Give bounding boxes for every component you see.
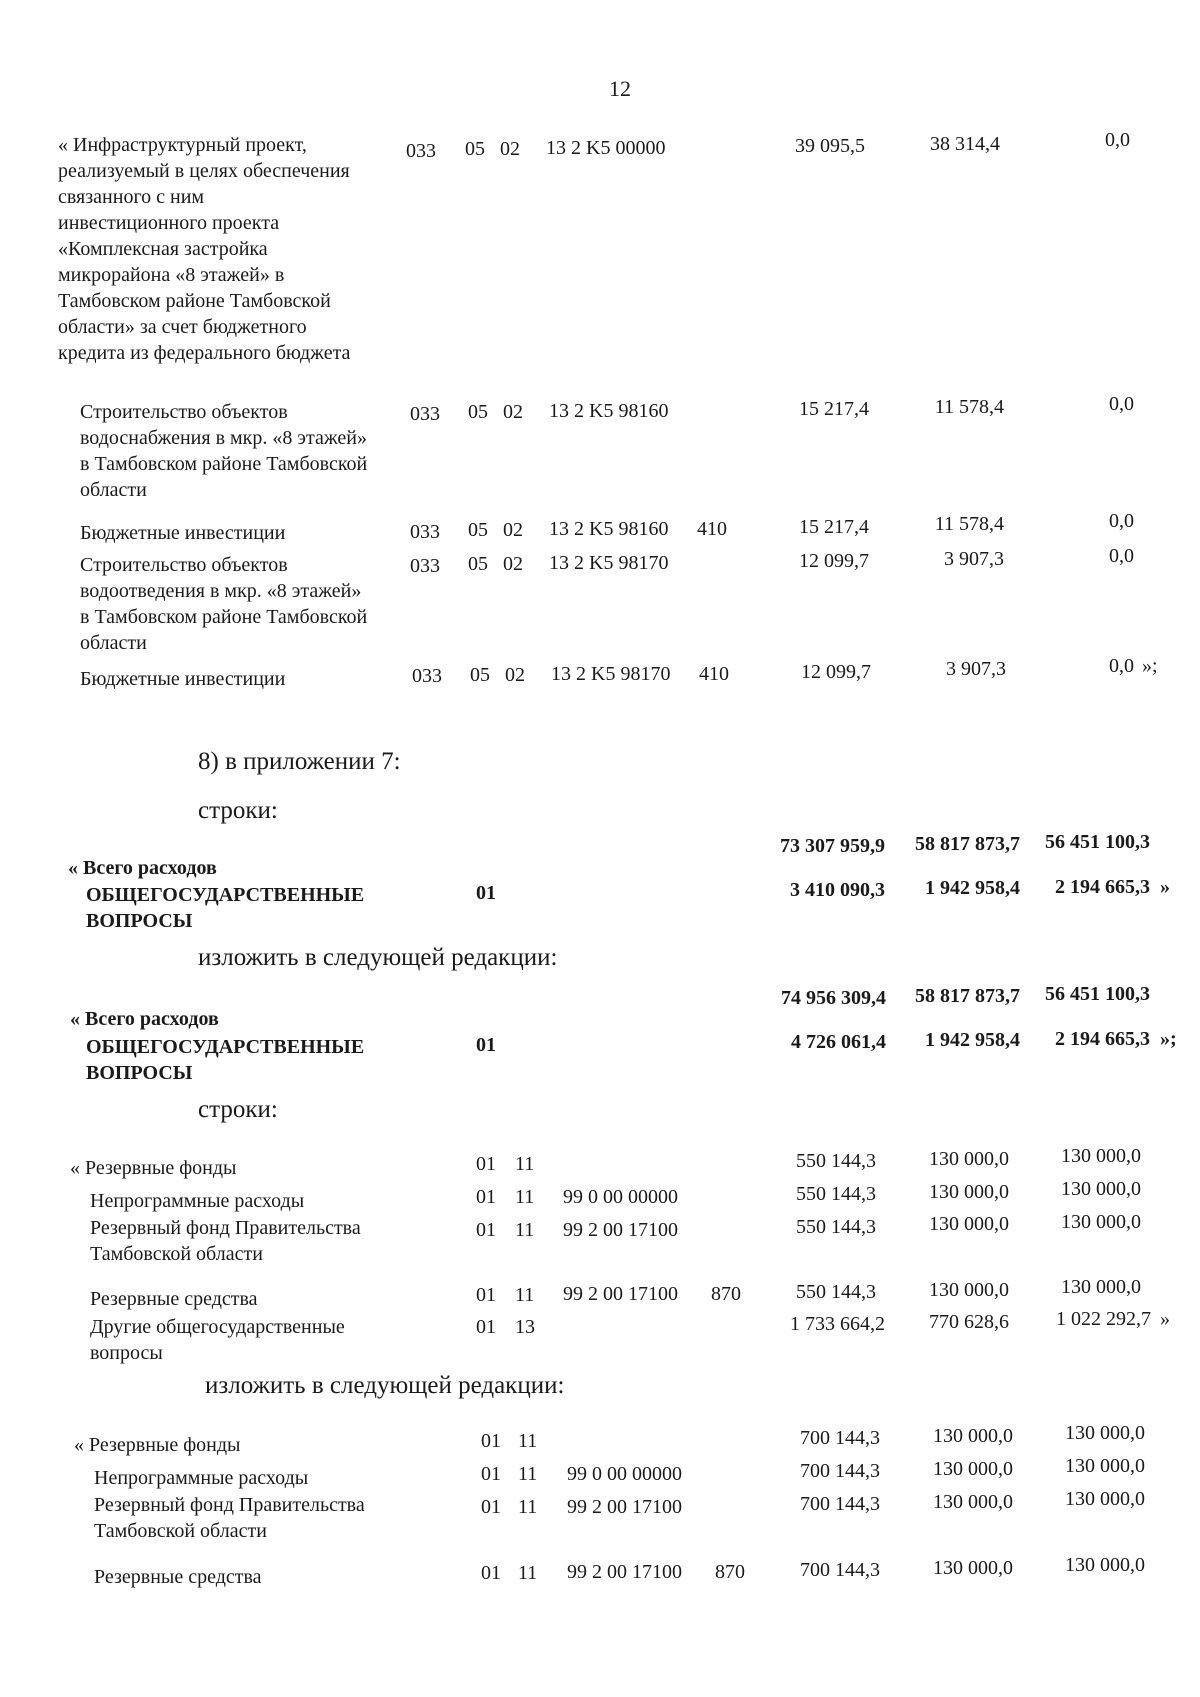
rz-code: 01 (476, 1219, 496, 1241)
grbs-code: 033 (410, 403, 440, 425)
value-3: 1 022 292,7 (1056, 1308, 1151, 1330)
value-1: 550 144,3 (796, 1216, 876, 1238)
table-row (0, 1211, 1200, 1265)
row-label: Резервные средства (94, 1566, 262, 1588)
value-3: 130 000,0 (1065, 1422, 1145, 1444)
value-1: 39 095,5 (795, 135, 865, 157)
replace-label: изложить в следующей редакции: (198, 944, 558, 971)
total-value-3: 56 451 100,3 (1045, 983, 1150, 1005)
csr-code: 13 2 K5 98160 (549, 400, 669, 422)
row-label: Резервные средства (90, 1288, 258, 1310)
value-2: 770 628,6 (929, 1311, 1009, 1333)
table-row (0, 1488, 1200, 1542)
pr-code: 11 (515, 1284, 535, 1306)
pr-code: 11 (518, 1430, 538, 1452)
value-3: 2 194 665,3 (1055, 876, 1150, 898)
value-2: 38 314,4 (930, 133, 1000, 155)
row-label: Резервный фонд Правительства Тамбовской области (94, 1494, 365, 1542)
table-row (0, 510, 1200, 544)
pr-code: 11 (515, 1219, 535, 1241)
value-2: 130 000,0 (929, 1279, 1009, 1301)
value-1: 3 410 090,3 (790, 879, 885, 901)
value-1: 4 726 061,4 (791, 1031, 886, 1053)
rz-code: 01 (481, 1496, 501, 1518)
total-value-1: 74 956 309,4 (781, 987, 886, 1009)
rz-code: 05 (468, 519, 488, 541)
value-1: 700 144,3 (800, 1427, 880, 1449)
table-row (0, 876, 1200, 932)
table-row (0, 1276, 1200, 1310)
row-label: ОБЩЕГОСУДАРСТВЕННЫЕ ВОПРОСЫ (86, 884, 365, 932)
table-row (0, 1308, 1200, 1364)
value-3: 0,0 (1109, 545, 1134, 567)
value-2: 3 907,3 (946, 658, 1006, 680)
table-row (0, 1145, 1200, 1179)
csr-code: 13 2 K5 98170 (551, 663, 671, 685)
rz-code: 05 (468, 401, 488, 423)
row-label: Непрограммные расходы (94, 1467, 309, 1489)
csr-code: 99 2 00 17100 (563, 1283, 678, 1305)
value-3: 0,0 (1109, 510, 1134, 532)
value-2: 130 000,0 (929, 1148, 1009, 1170)
value-2: 130 000,0 (933, 1557, 1013, 1579)
table-row (0, 655, 1200, 690)
value-2: 1 942 958,4 (925, 1029, 1020, 1051)
value-3: 0,0 (1109, 655, 1134, 677)
value-3: 130 000,0 (1065, 1554, 1145, 1576)
pr-code: 11 (518, 1463, 538, 1485)
grbs-code: 033 (410, 555, 440, 577)
table-row (0, 545, 1200, 654)
total-value-3: 56 451 100,3 (1045, 831, 1150, 853)
value-1: 15 217,4 (799, 516, 869, 538)
value-2: 1 942 958,4 (925, 877, 1020, 899)
value-1: 1 733 664,2 (790, 1313, 885, 1335)
table-row (0, 1554, 1200, 1588)
rz-code: 01 (476, 1153, 496, 1175)
pr-code: 13 (515, 1316, 535, 1338)
row-label: « Резервные фонды (70, 1157, 237, 1179)
grbs-code: 033 (410, 521, 440, 543)
closing-quote: »; (1142, 655, 1158, 677)
table-row (0, 1178, 1200, 1212)
lines-label: строки: (198, 797, 278, 824)
rz-code: 01 (481, 1562, 501, 1584)
value-2: 130 000,0 (933, 1425, 1013, 1447)
csr-code: 99 2 00 17100 (567, 1496, 682, 1518)
value-1: 550 144,3 (796, 1183, 876, 1205)
row-label: Строительство объектов водоснабжения в мкр. «8 этажей» в Тамбовском районе Тамбовской области (80, 401, 368, 501)
table-row (0, 831, 1200, 879)
rz-code: 01 (481, 1430, 501, 1452)
value-3: 130 000,0 (1065, 1488, 1145, 1510)
total-value-2: 58 817 873,7 (915, 833, 1020, 855)
value-1: 700 144,3 (800, 1460, 880, 1482)
row-label: Резервный фонд Правительства Тамбовской области (90, 1217, 361, 1265)
pr-code: 11 (515, 1186, 535, 1208)
vr-code: 410 (699, 663, 729, 685)
value-2: 130 000,0 (929, 1213, 1009, 1235)
row-label: « Резервные фонды (74, 1434, 241, 1456)
rz-code: 01 (476, 1034, 496, 1056)
pr-code: 11 (518, 1496, 538, 1518)
value-2: 3 907,3 (944, 548, 1004, 570)
page-number: 12 (609, 76, 631, 101)
total-value-1: 73 307 959,9 (780, 835, 885, 857)
row-label: Бюджетные инвестиции (80, 522, 286, 544)
grbs-code: 033 (412, 665, 442, 687)
csr-code: 99 2 00 17100 (563, 1219, 678, 1241)
rz-code: 01 (476, 1284, 496, 1306)
value-3: 130 000,0 (1061, 1276, 1141, 1298)
total-label: « Всего расходов (68, 857, 217, 879)
csr-code: 99 2 00 17100 (567, 1561, 682, 1583)
replace-label: изложить в следующей редакции: (205, 1372, 565, 1399)
value-3: 130 000,0 (1061, 1178, 1141, 1200)
value-1: 700 144,3 (800, 1493, 880, 1515)
table-row (0, 1455, 1200, 1489)
value-1: 550 144,3 (796, 1150, 876, 1172)
row-label: Строительство объектов водоотведения в мкр. «8 этажей» в Тамбовском районе Тамбовской области (80, 554, 368, 654)
table-row (0, 1028, 1200, 1084)
table-row (0, 1422, 1200, 1456)
value-1: 700 144,3 (800, 1559, 880, 1581)
csr-code: 13 2 K5 98160 (549, 518, 669, 540)
rz-code: 05 (470, 664, 490, 686)
row-label: « Инфраструктурный проект, реализуемый в целях обеспечения связанного с ним инвестиционного проекта «Комплексная застройка микрорайона «8 этажей» в Тамбовском районе Тамбовской области» за счет бюджетного кредита из федерального бюджета (58, 134, 351, 364)
row-label: ОБЩЕГОСУДАРСТВЕННЫЕ ВОПРОСЫ (86, 1036, 365, 1084)
value-1: 12 099,7 (801, 661, 871, 683)
total-label: « Всего расходов (70, 1008, 219, 1030)
pr-code: 02 (503, 401, 523, 423)
value-3: 2 194 665,3 (1055, 1028, 1150, 1050)
pr-code: 11 (518, 1562, 538, 1584)
closing-quote: »; (1160, 1028, 1177, 1050)
pr-code: 02 (500, 138, 520, 160)
value-3: 130 000,0 (1061, 1145, 1141, 1167)
section-heading: 8) в приложении 7: (198, 748, 401, 775)
value-1: 550 144,3 (796, 1281, 876, 1303)
value-1: 12 099,7 (799, 550, 869, 572)
table-row (0, 983, 1200, 1030)
value-2: 130 000,0 (929, 1181, 1009, 1203)
total-value-2: 58 817 873,7 (915, 985, 1020, 1007)
value-2: 130 000,0 (933, 1458, 1013, 1480)
value-2: 130 000,0 (933, 1491, 1013, 1513)
csr-code: 99 0 00 00000 (563, 1186, 678, 1208)
row-label: Другие общегосударственные вопросы (90, 1316, 345, 1364)
csr-code: 13 2 K5 00000 (546, 137, 666, 159)
rz-code: 01 (476, 1186, 496, 1208)
pr-code: 02 (503, 519, 523, 541)
csr-code: 99 0 00 00000 (567, 1463, 682, 1485)
lines-label: строки: (198, 1096, 278, 1123)
value-3: 0,0 (1109, 393, 1134, 415)
vr-code: 870 (711, 1283, 741, 1305)
rz-code: 01 (481, 1463, 501, 1485)
row-label: Непрограммные расходы (90, 1190, 305, 1212)
csr-code: 13 2 K5 98170 (549, 552, 669, 574)
rz-code: 05 (465, 138, 485, 160)
value-2: 11 578,4 (934, 396, 1004, 418)
value-1: 15 217,4 (799, 398, 869, 420)
value-3: 0,0 (1105, 129, 1130, 151)
closing-quote: » (1160, 1308, 1170, 1330)
vr-code: 410 (697, 518, 727, 540)
row-label: Бюджетные инвестиции (80, 668, 286, 690)
value-2: 11 578,4 (934, 513, 1004, 535)
grbs-code: 033 (406, 140, 436, 162)
table-row (0, 129, 1200, 364)
pr-code: 02 (505, 664, 525, 686)
vr-code: 870 (715, 1561, 745, 1583)
closing-quote: » (1160, 876, 1170, 898)
value-3: 130 000,0 (1065, 1455, 1145, 1477)
rz-code: 05 (468, 553, 488, 575)
value-3: 130 000,0 (1061, 1211, 1141, 1233)
pr-code: 11 (515, 1153, 535, 1175)
pr-code: 02 (503, 553, 523, 575)
rz-code: 01 (476, 1316, 496, 1338)
rz-code: 01 (476, 882, 496, 904)
table-row (0, 393, 1200, 501)
